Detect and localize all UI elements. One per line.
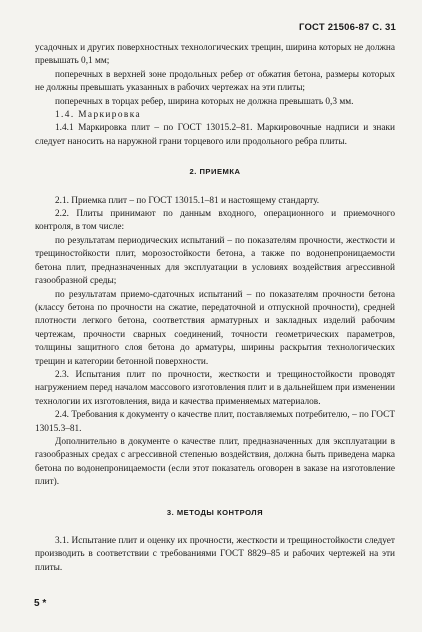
subsection-heading: 1.4. Маркировка (55, 110, 141, 121)
section-title: 2. ПРИЕМКА (189, 167, 241, 177)
paragraph: 2.4. Требования к документу о качестве плит, поставляемых потребителю, – по ГОСТ 13015.3–81. (35, 410, 395, 434)
paragraph: усадочных и других поверхностных технологических трещин, ширина которых не должна превышать 0,1 мм; (35, 43, 395, 67)
paragraph: по результатам периодических испытаний – по показателям прочности, жесткости и трещиностойкости плит, морозостойкости бетона, а также по водонепроницаемости бетона плит, предназначенных для эксплуатации в условиях воздействия агрессивной газообразной среды; (35, 235, 395, 287)
paragraph: Дополнительно в документе о качестве плит, предназначенных для эксплуатации в газообразных средах с агрессивной степенью воздействия, должна быть приведена марка бетона по водонепроницаемости (если этот показатель оговорен в заказе на изготовление плит). (35, 436, 395, 488)
paragraph: по результатам приемо-сдаточных испытаний – по показателям прочности бетона (классу бетона по прочности на сжатие, передаточной и отпускной прочности), средней плотности легкого бетона, соответствия арматурных и закладных изделий рабочим чертежам, прочности сварных соединений, точности геометрических параметров, толщины защитного слоя бетона до арматуры, ширины раскрытия технологических трещин и категории бетонной поверхности. (35, 289, 395, 367)
paragraph: 2.3. Испытания плит по прочности, жесткости и трещиностойкости проводят нагружением перед началом массового изготовления плит и в дальнейшем при изменении технологии их изготовления, вида и качества применяемых материалов. (35, 369, 395, 407)
section-title: 3. МЕТОДЫ КОНТРОЛЯ (166, 507, 264, 517)
paragraph: поперечных в торцах ребер, ширина которых не должна превышать 0,3 мм. (55, 96, 354, 107)
paragraph: 1.4.1 Маркировка плит – по ГОСТ 13015.2–81. Маркировочные надписи и знаки следует наносить на наружной грани торцевого или продольного ребра плиты. (35, 123, 395, 147)
page-header: ГОСТ 21506-87 С. 31 (298, 22, 396, 33)
paragraph: 2.1. Приемка плит – по ГОСТ 13015.1–81 и настоящему стандарту. (55, 195, 320, 206)
page-body (35, 42, 395, 575)
paragraph: поперечных в верхней зоне продольных ребер от обжатия бетона, размеры которых не должны превышать указанных в рабочих чертежах на эти плиты; (35, 69, 395, 94)
page-number: 5 * (34, 598, 47, 609)
paragraph: 2.2. Плиты принимают по данным входного, операционного и приемочного контроля, в том числе: (35, 209, 395, 233)
paragraph: 3.1. Испытание плит и оценку их прочности, жесткости и трещиностойкости следует производить в соответствии с требованиями ГОСТ 8829–85 и рабочих чертежей на эти плиты. (35, 536, 395, 573)
